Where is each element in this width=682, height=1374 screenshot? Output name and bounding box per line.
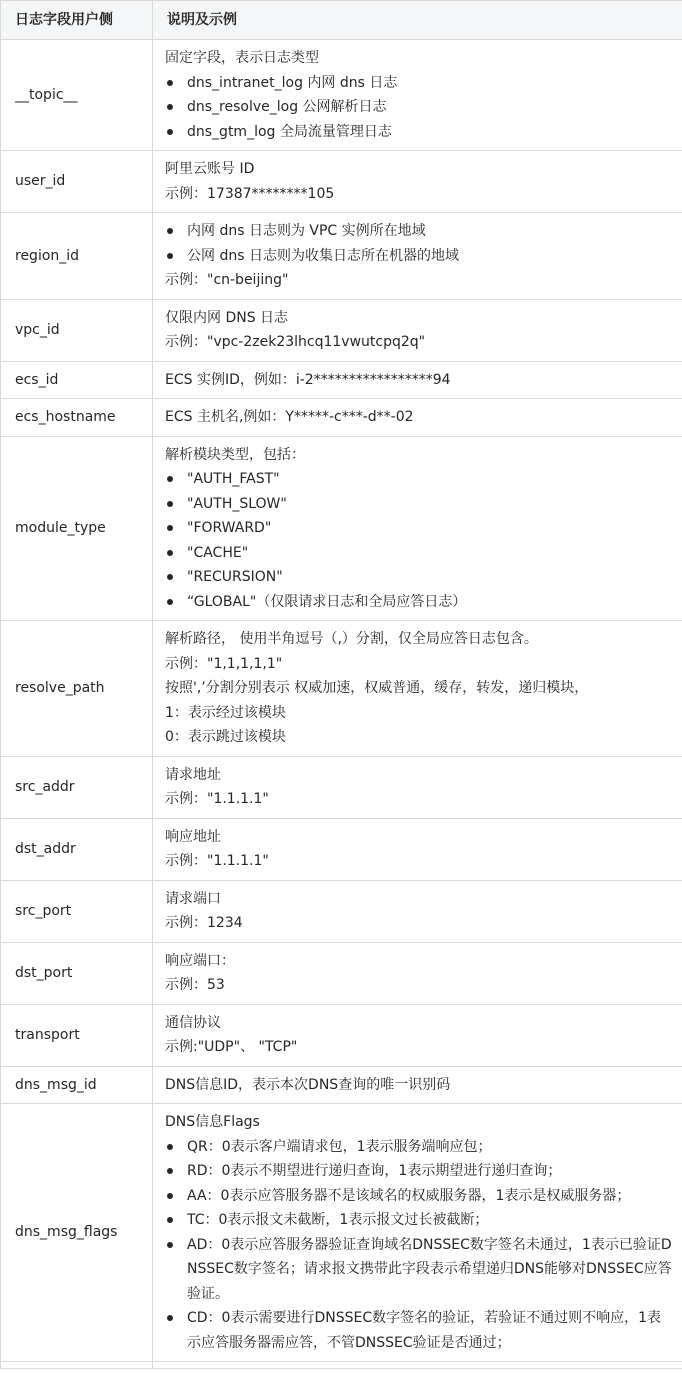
table-row (1, 880, 682, 942)
table-row (1, 818, 682, 880)
bullet-list (165, 1135, 673, 1356)
bullet-item: dns_gtm_log 全局流量管理日志 (165, 120, 673, 145)
description-cell (153, 621, 682, 757)
table-row (1, 1066, 682, 1104)
field-name-cell: src_port (1, 880, 153, 942)
description-line: 示例："1.1.1.1" (165, 791, 269, 807)
field-name-cell: module_type (1, 436, 153, 621)
description-cell (153, 213, 682, 300)
field-name-cell (1, 1362, 153, 1369)
description-line: DNS信息Flags (165, 1114, 260, 1130)
field-name-cell: vpc_id (1, 299, 153, 361)
description-line: 仅限内网 DNS 日志 (165, 309, 289, 326)
table-row (1, 756, 682, 818)
bullet-item: dns_resolve_log 公网解析日志 (165, 95, 673, 120)
bullet-item: TC：0表示报文未截断，1表示报文过长被截断； (165, 1208, 673, 1233)
table-row (1, 151, 682, 213)
description-line: 1：表示经过该模块 (165, 704, 286, 721)
table-body (1, 40, 682, 1369)
description-line: ECS 实例ID，例如：i-2*****************94 (165, 371, 451, 388)
description-line: DNS信息ID，表示本次DNS查询的唯一识别码 (165, 1076, 451, 1093)
description-cell (153, 1362, 682, 1369)
field-name-cell: resolve_path (1, 621, 153, 757)
field-name-cell: transport (1, 1004, 153, 1066)
description-cell (153, 1104, 682, 1362)
table-row (1, 299, 682, 361)
table-row (1, 621, 682, 757)
description-line: 响应端口： (165, 952, 235, 969)
description-cell (153, 818, 682, 880)
table-row (1, 436, 682, 621)
description-line: 固定字段，表示日志类型 (165, 50, 319, 66)
description-line: 示例：53 (165, 977, 225, 993)
bullet-list (165, 467, 673, 614)
bullet-item: "CACHE" (165, 541, 673, 566)
bullet-item: RD：0表示不期望进行递归查询，1表示期望进行递归查询； (165, 1159, 673, 1184)
description-cell (153, 40, 682, 151)
field-name-cell: src_addr (1, 756, 153, 818)
description-line: 请求端口 (165, 890, 221, 907)
description-line: 解析路径， 使用半角逗号（,）分割，仅全局应答日志包含。 (165, 631, 538, 647)
description-line: 示例:"UDP"、 "TCP" (165, 1039, 298, 1055)
description-cell (153, 399, 682, 437)
description-cell (153, 1066, 682, 1104)
description-cell (153, 756, 682, 818)
description-line: 阿里云账号 ID (165, 161, 255, 177)
bullet-list (165, 219, 673, 268)
field-name-cell: region_id (1, 213, 153, 300)
description-line: 示例："1.1.1.1" (165, 853, 269, 869)
table-row (1, 1104, 682, 1362)
bullet-item: "AUTH_SLOW" (165, 492, 673, 517)
bullet-item: "AUTH_FAST" (165, 467, 673, 492)
bullet-item: CD：0表示需要进行DNSSEC数字签名的验证，若验证不通过则不响应，1表示应答服务器需应答，不管DNSSEC验证是否通过； (165, 1306, 673, 1355)
table-row (1, 1362, 682, 1369)
table-row (1, 40, 682, 151)
table-row (1, 361, 682, 399)
description-cell (153, 1004, 682, 1066)
description-line: 请求地址 (165, 766, 221, 783)
header-description-column: 说明及示例 (153, 1, 682, 40)
table-row (1, 942, 682, 1004)
description-line: 示例："1,1,1,1,1" (165, 655, 283, 672)
bullet-item: “GLOBAL"（仅限请求日志和全局应答日志） (165, 590, 673, 615)
description-line: 0：表示跳过该模块 (165, 729, 286, 745)
description-line: 示例：17387********105 (165, 185, 335, 202)
description-line: ECS 主机名,例如：Y*****-c***-d**-02 (165, 409, 414, 425)
field-name-cell: dns_msg_id (1, 1066, 153, 1104)
description-line: 示例："vpc-2zek23lhcq11vwutcpq2q" (165, 334, 426, 350)
description-cell (153, 436, 682, 621)
description-cell (153, 299, 682, 361)
bullet-item: AA：0表示应答服务器不是该域名的权威服务器，1表示是权威服务器； (165, 1184, 673, 1209)
bullet-item: "FORWARD" (165, 516, 673, 541)
description-line: 通信协议 (165, 1014, 221, 1031)
description-line: 示例："cn-beijing" (165, 272, 289, 288)
description-line: 响应地址 (165, 828, 221, 845)
field-name-cell: dst_port (1, 942, 153, 1004)
bullet-item: "RECURSION" (165, 565, 673, 590)
description-line: 按照',’分割分别表示 权威加速，权威普通，缓存，转发，递归模块， (165, 680, 589, 696)
description-cell (153, 151, 682, 213)
bullet-item: dns_intranet_log 内网 dns 日志 (165, 71, 673, 96)
table-header-row (1, 1, 682, 40)
field-name-cell: ecs_id (1, 361, 153, 399)
field-name-cell: dst_addr (1, 818, 153, 880)
table-row (1, 1004, 682, 1066)
description-line: 示例：1234 (165, 915, 243, 931)
description-line: 解析模块类型，包括： (165, 446, 305, 463)
field-name-cell: ecs_hostname (1, 399, 153, 437)
bullet-item: 内网 dns 日志则为 VPC 实例所在地域 (165, 219, 673, 244)
description-cell (153, 880, 682, 942)
table-row (1, 399, 682, 437)
field-name-cell: __topic__ (1, 40, 153, 151)
bullet-item: 公网 dns 日志则为收集日志所在机器的地域 (165, 244, 673, 269)
description-cell (153, 942, 682, 1004)
header-field-column: 日志字段用户侧 (1, 1, 153, 40)
field-name-cell: dns_msg_flags (1, 1104, 153, 1362)
bullet-item: AD：0表示应答服务器验证查询域名DNSSEC数字签名未通过，1表示已验证DNSSEC数字签名；请求报文携带此字段表示希望递归DNS能够对DNSSEC应答验证。 (165, 1233, 673, 1307)
description-cell (153, 361, 682, 399)
bullet-item: QR：0表示客户端请求包，1表示服务端响应包； (165, 1135, 673, 1160)
bullet-list (165, 71, 673, 145)
table-row (1, 213, 682, 300)
field-name-cell: user_id (1, 151, 153, 213)
